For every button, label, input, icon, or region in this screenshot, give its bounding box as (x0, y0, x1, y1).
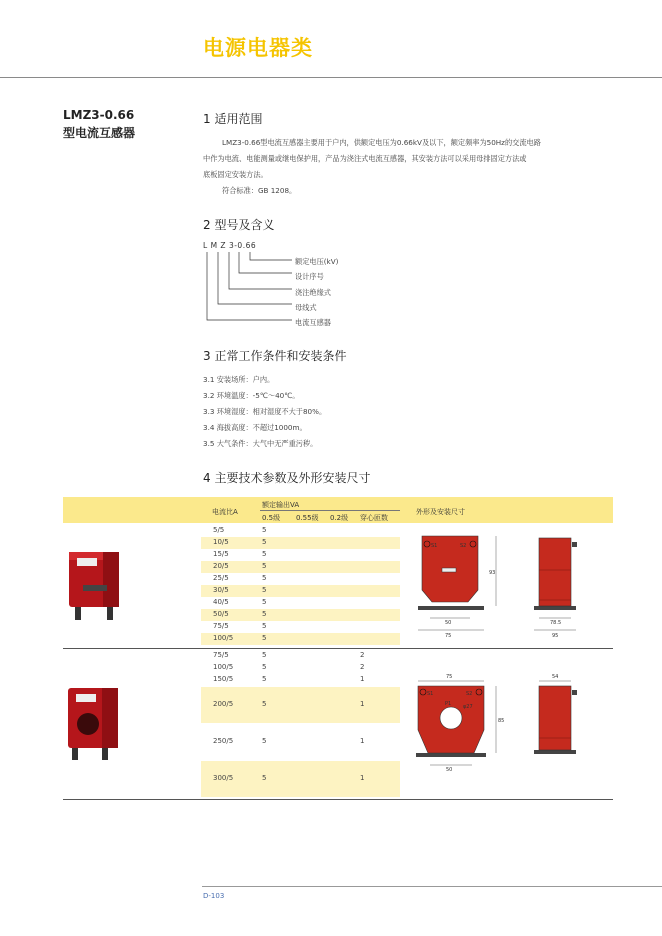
meaning-current-transformer: 电流互感器 (295, 318, 331, 327)
dim-base: 50 (446, 767, 453, 773)
category-title: 电源电器类 (203, 36, 313, 60)
header-class-05: 0.5级 (262, 514, 281, 522)
product-photo-1 (63, 540, 133, 625)
table-row: 300/5 5 1 (201, 761, 400, 797)
drawing-1-front (412, 530, 512, 645)
dim-top: 75 (446, 674, 453, 680)
terminal-s1: S1 (427, 691, 434, 697)
header-ratio: 电流比A (212, 508, 238, 516)
product-code: LMZ3-0.66 (63, 108, 135, 122)
table-row: 30/5 5 (201, 585, 400, 597)
model-bracket-lines (200, 250, 300, 330)
terminal-s1: S1 (431, 543, 438, 549)
table-row: 150/5 5 1 (213, 675, 365, 683)
terminal-p1: P1 (445, 701, 452, 707)
table-bottom-rule (63, 799, 613, 800)
condition-item: 3.1 安装场所：户内。 (203, 375, 275, 384)
scope-line-2: 中作为电流、电能测量或继电保护用，产品为浇注式电流互感器，其安装方法可以采用母排固定方法或 (203, 154, 527, 163)
dim-hole: φ27 (463, 704, 473, 710)
meaning-cast-insulation: 浇注绝缘式 (295, 288, 331, 297)
table-row: 10/5 5 (201, 537, 400, 549)
table-row: 40/5 5 (213, 598, 267, 606)
dim-height: 85 (498, 718, 505, 724)
meaning-busbar: 母线式 (295, 303, 317, 312)
drawing-1-side (530, 530, 590, 645)
table-row: 250/5 5 1 (213, 737, 365, 745)
header-rated-output: 额定输出VA (262, 501, 300, 509)
drawing-2-front (412, 670, 512, 776)
condition-item: 3.4 海拔高度：不超过1000m。 (203, 423, 307, 432)
condition-item: 3.2 环境温度：-5℃～40℃。 (203, 391, 300, 400)
group-divider (63, 648, 613, 649)
header-subdivider (260, 510, 400, 511)
dim-side-width: 95 (552, 633, 559, 639)
product-name: 型电流互感器 (63, 126, 136, 140)
table-row: 50/5 5 (201, 609, 400, 621)
scope-standard: 符合标准：GB 1208。 (222, 186, 297, 195)
header-class-055: 0.55级 (296, 514, 319, 522)
table-row: 200/5 5 1 (201, 687, 400, 723)
footer-divider (202, 886, 662, 887)
table-row: 20/5 5 (201, 561, 400, 573)
scope-line-3: 底板固定安装方法。 (203, 170, 268, 179)
header-dimensions: 外形及安装尺寸 (416, 508, 465, 516)
table-row: 75/5 5 (213, 622, 267, 630)
model-code: L M Z 3-0.66 (203, 241, 257, 250)
table-row: 5/5 5 (213, 526, 267, 534)
section-scope-title: 1 适用范围 (203, 112, 263, 126)
section-conditions-title: 3 正常工作条件和安装条件 (203, 349, 347, 363)
header-divider (0, 77, 662, 78)
table-row: 75/5 5 2 (213, 651, 365, 659)
section-params-title: 4 主要技术参数及外形安装尺寸 (203, 471, 371, 485)
table-row: 25/5 5 (213, 574, 267, 582)
dim-base: 50 (445, 620, 452, 626)
dim-width: 75 (445, 633, 452, 639)
section-model-title: 2 型号及含义 (203, 218, 275, 232)
table-row: 15/5 5 (213, 550, 267, 558)
dim-side-base: 78.5 (550, 620, 562, 626)
table-row: 100/5 5 (201, 633, 400, 645)
condition-item: 3.3 环境湿度：相对湿度不大于80%。 (203, 407, 327, 416)
scope-line-1: LMZ3-0.66型电流互感器主要用于户内，供额定电压为0.66kV及以下，额定频率为50Hz的交流电路 (222, 138, 541, 147)
product-photo-2 (62, 680, 132, 765)
header-turns: 穿心匝数 (360, 514, 388, 522)
terminal-s2: S2 (466, 691, 473, 697)
drawing-2-side (530, 670, 590, 776)
terminal-s2: S2 (460, 543, 467, 549)
dim-height: 93 (489, 570, 496, 576)
header-class-02: 0.2级 (330, 514, 349, 522)
meaning-design-serial: 设计序号 (295, 272, 324, 281)
table-row: 100/5 5 2 (213, 663, 365, 671)
meaning-rated-voltage: 额定电压(kV) (295, 257, 339, 266)
dim-side-top: 54 (552, 674, 559, 680)
condition-item: 3.5 大气条件：大气中无严重污秽。 (203, 439, 318, 448)
page-number: D-103 (203, 892, 225, 900)
